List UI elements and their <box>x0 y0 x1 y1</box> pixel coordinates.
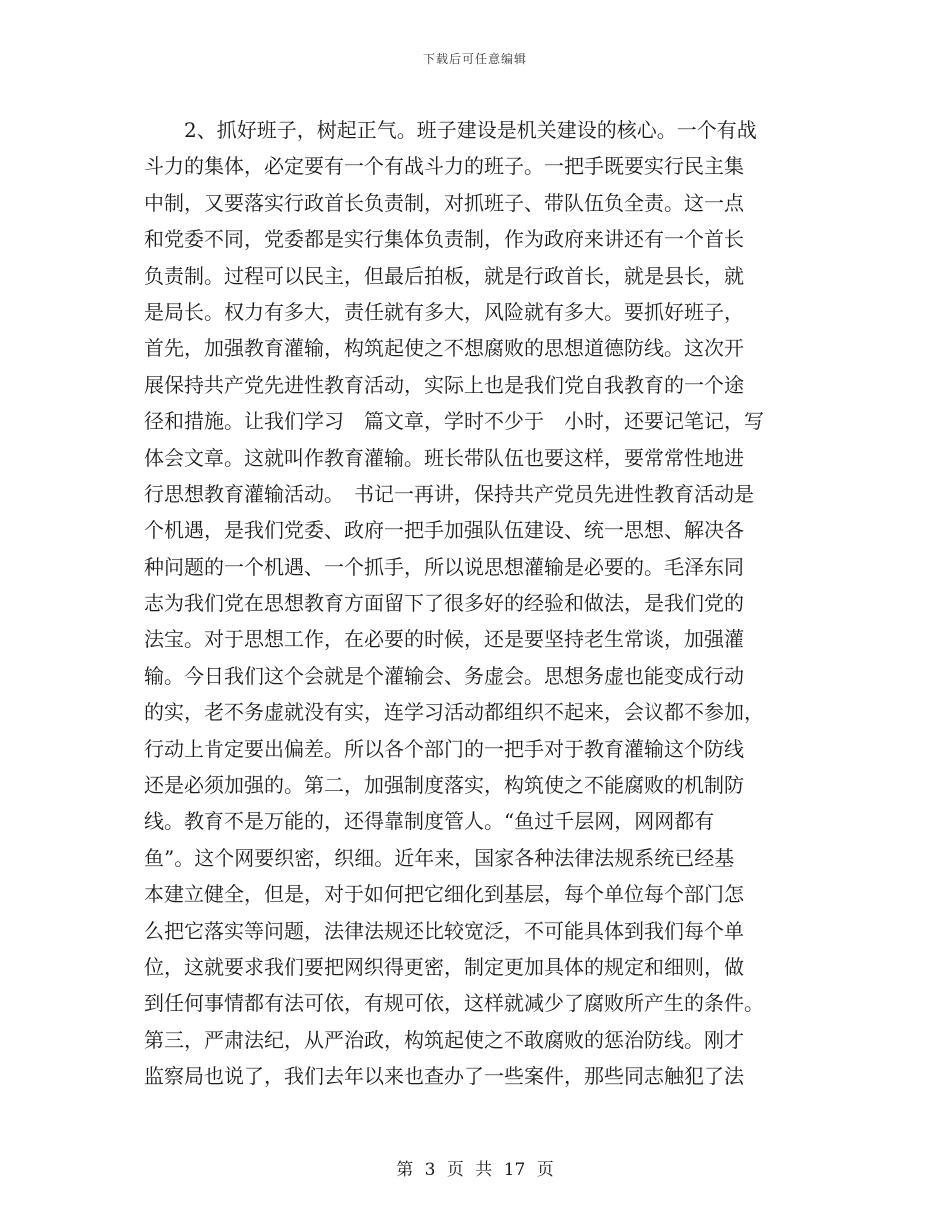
text-line: 鱼”。这个网要织密，织细。近年来，国家各种法律法规系统已经基 <box>144 845 735 870</box>
text-line: 行动上肯定要出偏差。所以各个部门的一把手对于教育灌输这个防线 <box>144 736 744 761</box>
page-number: 第 3 页 共 17 页 <box>396 1160 554 1180</box>
text-line: 是局长。权力有多大，责任就有多大，风险就有多大。要抓好班子， <box>144 299 744 324</box>
text-line: 志为我们党在思想教育方面留下了很多好的经验和做法，是我们党的 <box>144 591 744 616</box>
text-line: 还是必须加强的。第二，加强制度落实，构筑使之不能腐败的机制防 <box>144 773 744 798</box>
text-line: 行思想教育灌输活动。 书记一再讲，保持共产党员先进性教育活动是 <box>144 481 754 506</box>
text-line: 的实，老不务虚就没有实，连学习活动都组织不起来，会议都不参加， <box>144 700 764 725</box>
text-line: 位，这就要求我们要把网织得更密，制定更加具体的规定和细则，做 <box>144 954 744 979</box>
text-line: 2、抓好班子，树起正气。班子建设是机关建设的核心。一个有战 <box>184 118 757 142</box>
text-line: 个机遇，是我们党委、政府一把手加强队伍建设、统一思想、解决各 <box>144 518 744 543</box>
text-line: 线。教育不是万能的，还得靠制度管人。“鱼过千层网，网网都有 <box>144 809 715 834</box>
text-line: 体会文章。这就叫作教育灌输。班长带队伍也要这样，要常常性地进 <box>144 445 744 470</box>
text-line: 展保持共产党先进性教育活动，实际上也是我们党自我教育的一个途 <box>144 372 744 397</box>
text-line: 法宝。对于思想工作，在必要的时候，还是要坚持老生常谈，加强灌 <box>144 627 744 652</box>
text-line: 第三，严肃法纪，从严治政，构筑起使之不敢腐败的惩治防线。刚才 <box>144 1027 744 1052</box>
text-line: 负责制。过程可以民主，但最后拍板，就是行政首长，就是县长，就 <box>144 263 744 288</box>
text-line: 输。今日我们这个会就是个灌输会、务虚会。思想务虚也能变成行动 <box>144 663 744 688</box>
text-line: 种问题的一个机遇、一个抓手，所以说思想灌输是必要的。毛泽东同 <box>144 554 744 579</box>
text-line: 么把它落实等问题，法律法规还比较宽泛，不可能具体到我们每个单 <box>144 918 744 943</box>
text-line: 到任何事情都有法可依，有规可依，这样就减少了腐败所产生的条件。 <box>144 991 764 1016</box>
text-line: 径和措施。让我们学习 篇文章，学时不少于 小时，还要记笔记，写 <box>144 409 764 434</box>
text-line: 和党委不同，党委都是实行集体负责制，作为政府来讲还有一个首长 <box>144 227 744 252</box>
page-header: 下载后可任意编辑 <box>422 52 527 66</box>
text-line: 斗力的集体，必定要有一个有战斗力的班子。一把手既要实行民主集 <box>144 154 744 179</box>
text-line: 中制，又要落实行政首长负责制，对抓班子、带队伍负全责。这一点 <box>144 190 744 215</box>
text-line: 本建立健全，但是，对于如何把它细化到基层，每个单位每个部门怎 <box>144 882 744 907</box>
body-text <box>144 112 812 1095</box>
text-line: 首先，加强教育灌输，构筑起使之不想腐败的思想道德防线。这次开 <box>144 336 744 361</box>
text-line: 监察局也说了，我们去年以来也查办了一些案件，那些同志触犯了法 <box>144 1064 744 1089</box>
